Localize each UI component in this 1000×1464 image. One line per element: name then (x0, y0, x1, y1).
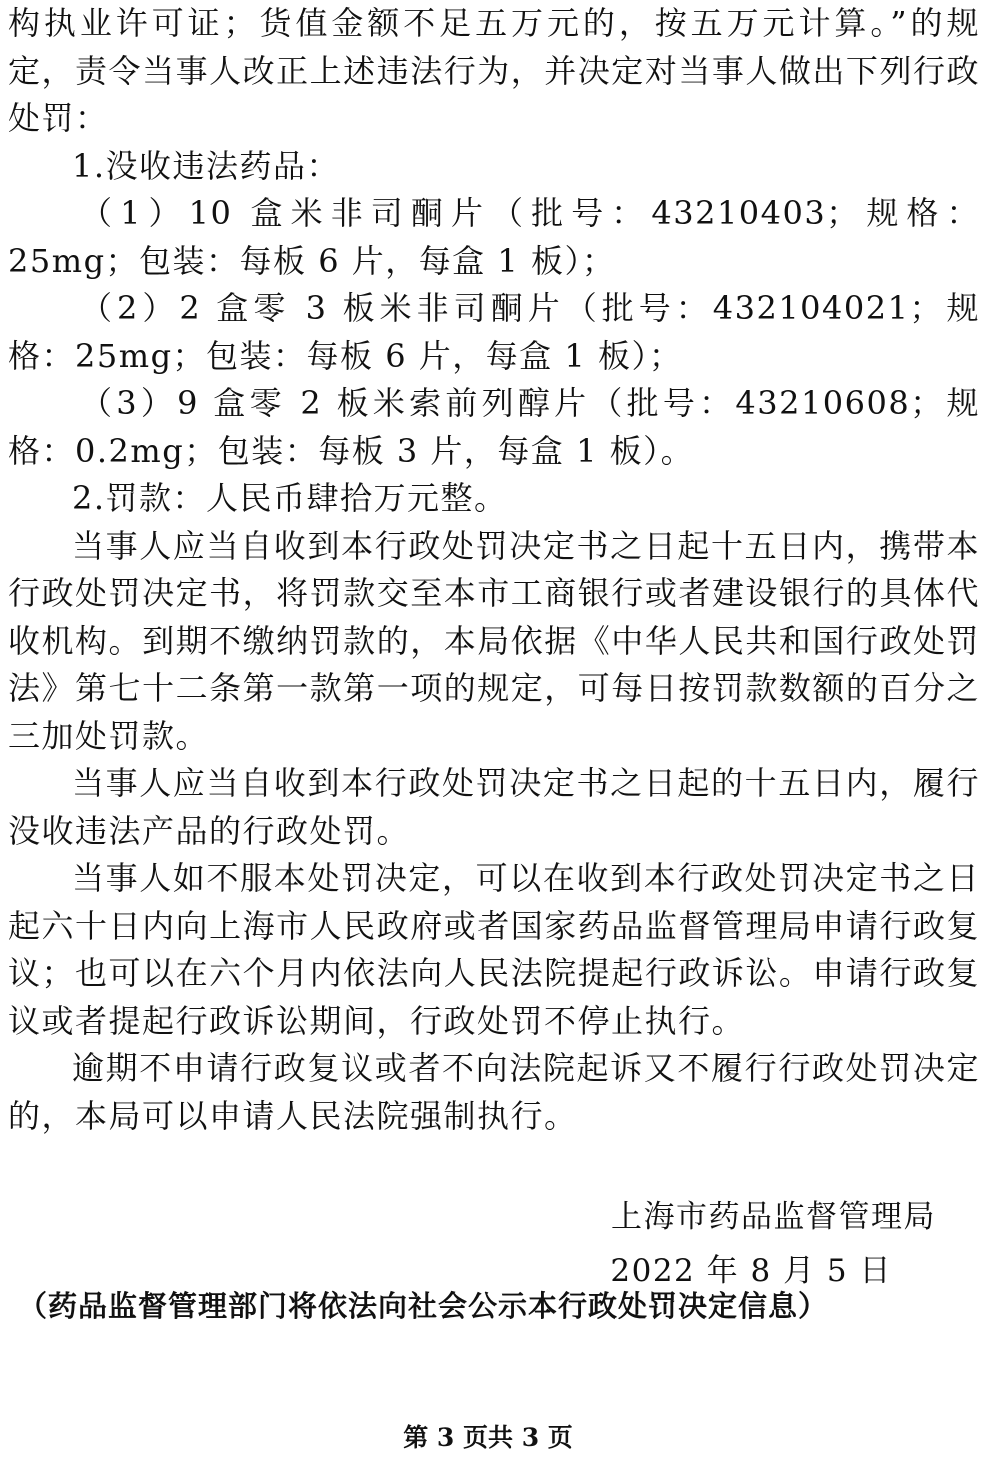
publicity-notice: （药品监督管理部门将依法向社会公示本行政处罚决定信息） (18, 1289, 829, 1323)
paragraph-confiscation-heading: 1.没收违法药品： (72, 146, 341, 185)
paragraph-payment-instructions: 当事人应当自收到本行政处罚决定书之日起十五日内，携带本行政处罚决定书，将罚款交至本市工商银行或者建设银行的具体代收机构。到期不缴纳罚款的，本局依据《中华人民共和国行政处罚法》第七十二条第一款第一项的规定，可每日按罚款数额的百分之三加处罚款。 (8, 526, 980, 755)
paragraph-confiscation-item-2: （2）2 盒零 3 板米非司酮片（批号：432104021；规格：25mg；包装：每板 6 片，每盒 1 板）； (8, 289, 980, 375)
paragraph-penalty-intro: 构执业许可证；货值金额不足五万元的，按五万元计算。”的规定，责令当事人改正上述违法行为，并决定对当事人做出下列行政处罚： (8, 4, 980, 137)
issuing-authority: 上海市药品监督管理局 (611, 1199, 936, 1235)
issue-date: 2022 年 8 月 5 日 (610, 1253, 892, 1289)
paragraph-confiscation-item-1: （1）10 盒米非司酮片（批号：43210403；规格：25mg；包装：每板 6 片，每盒 1 板）； (8, 194, 980, 280)
document-body (8, 0, 980, 1140)
paragraph-confiscation-item-3: （3）9 盒零 2 板米索前列醇片（批号：43210608；规格：0.2mg；包装：每板 3 片，每盒 1 板）。 (8, 384, 980, 470)
paragraph-enforcement: 逾期不申请行政复议或者不向法院起诉又不履行行政处罚决定的，本局可以申请人民法院强制执行。 (8, 1049, 980, 1135)
paragraph-appeal-rights: 当事人如不服本处罚决定，可以在收到本行政处罚决定书之日起六十日内向上海市人民政府或者国家药品监督管理局申请行政复议；也可以在六个月内依法向人民法院提起行政诉讼。申请行政复议或者提起行政诉讼期间，行政处罚不停止执行。 (8, 859, 980, 1040)
signature-block (610, 1194, 936, 1294)
paragraph-fine: 2.罚款：人民币肆拾万元整。 (72, 479, 508, 517)
page-number: 第 3 页共 3 页 (403, 1423, 573, 1452)
paragraph-confiscation-deadline: 当事人应当自收到本行政处罚决定书之日起的十五日内，履行没收违法产品的行政处罚。 (8, 764, 980, 850)
